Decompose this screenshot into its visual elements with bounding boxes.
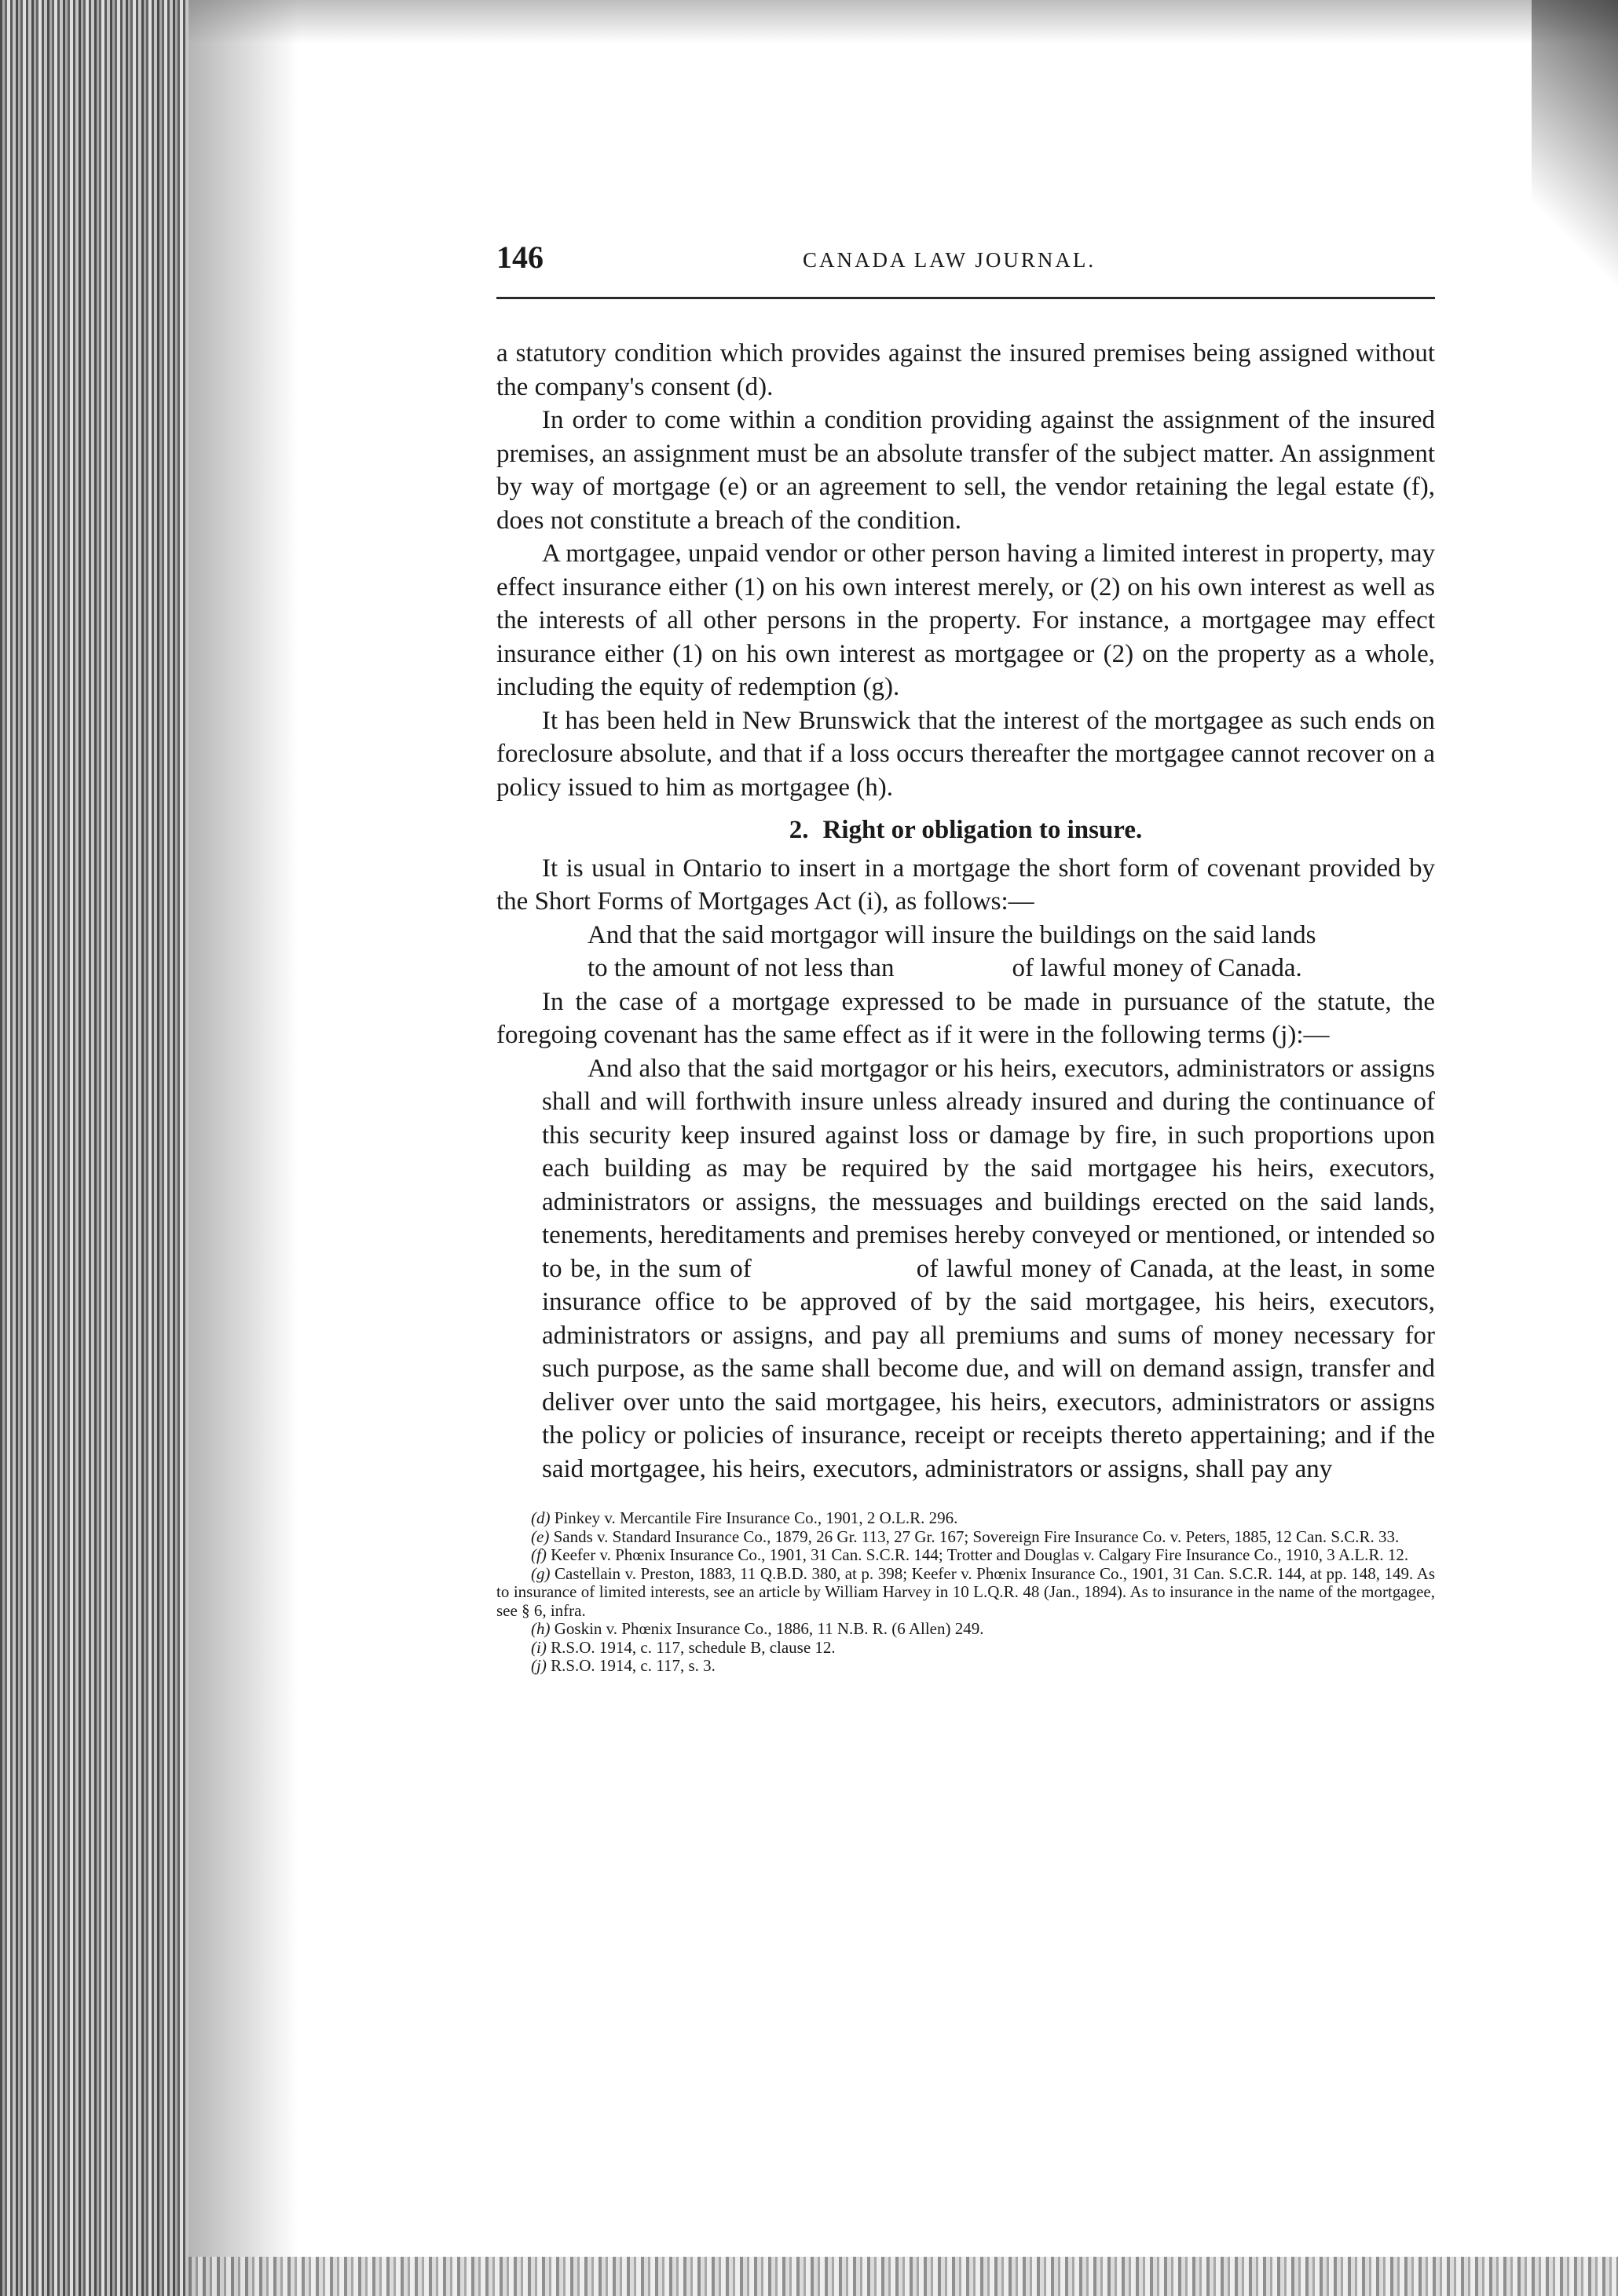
short-covenant-line-2 — [542, 952, 1435, 985]
footnote-label: (i) — [531, 1637, 547, 1657]
long-covenant-part-1: And also that the said mortgagor or his heirs, executors, administrators or assigns shall and will forthwith insure unless already insured and during the continuance of this security keep insured against loss or damage by fire, in such proportions upon each building as may be required by the said mortgagee his heirs, executors, administrators or assigns, the messuages and buildings erected on the said lands, tenements, hereditaments and premises hereby conveyed or mentioned, or intended so to be, in the sum of — [542, 1054, 1435, 1283]
scan-shadow — [189, 0, 298, 2296]
footnote — [496, 1528, 1435, 1547]
footnote-label: (e) — [531, 1526, 550, 1546]
short-covenant-line-1: And that the said mortgagor will insure the buildings on the said lands — [588, 920, 1316, 949]
section-heading — [496, 813, 1435, 847]
short-covenant — [542, 919, 1435, 985]
footnote-text: Goskin v. Phœnix Insurance Co., 1886, 11 N.B. R. (6 Allen) 249. — [554, 1619, 984, 1638]
running-head — [496, 232, 1435, 280]
journal-page — [496, 232, 1435, 1676]
paragraph-1: a statutory condition which provides against the insured premises being assigned without the company's consent (d). — [496, 339, 1435, 401]
paragraph-5: It is usual in Ontario to insert in a mortgage the short form of covenant provided by the Short Forms of Mortgages Act (i), as follows:— — [496, 854, 1435, 916]
footnote-label: (d) — [531, 1508, 551, 1527]
footnote-label: (f) — [531, 1545, 547, 1564]
section-title: Right or obligation to insure. — [822, 816, 1143, 844]
footnote — [496, 1620, 1435, 1639]
scan-top-shadow — [189, 0, 1618, 43]
footnote-text: Castellain v. Preston, 1883, 11 Q.B.D. 380, at p. 398; Keefer v. Phœnix Insurance Co., 1901, 31 Can. S.C.R. 144, at pp. 148, 149. As to insurance of limited interests, see an article by William Harvey in 10 L.Q.R. 48 (Jan., 1894). As to insurance in the name of the mortgagee, see § 6, infra. — [496, 1563, 1436, 1620]
body-text — [496, 337, 1435, 1486]
section-number: 2. — [789, 816, 809, 844]
long-covenant — [542, 1052, 1435, 1486]
footnote — [496, 1509, 1435, 1528]
scan-bottom-edge — [189, 2257, 1618, 2296]
footnote-label: (j) — [531, 1656, 547, 1675]
footnote-text: Pinkey v. Mercantile Fire Insurance Co., 1901, 2 O.L.R. 296. — [554, 1508, 958, 1527]
paragraph-3: A mortgagee, unpaid vendor or other person having a limited interest in property, may effect insurance either (1) on his own interest merely, or (2) on his own interest as well as the interests of all other persons in the property. For instance, a mortgagee may effect insurance either (1) on his own interest as mortgagee or (2) on the property as a whole, including the equity of redemption (g). — [496, 539, 1435, 701]
header-rule — [496, 297, 1435, 299]
short-covenant-amount-text: to the amount of not less than — [588, 954, 895, 982]
page-number: 146 — [496, 239, 544, 275]
footnote — [496, 1546, 1435, 1565]
long-covenant-part-2: of lawful money of Canada, at the least, in some insurance office to be approved of by the said mortgagee, his heirs, executors, administrators or assigns, and pay all premiums and sums of money necessary for such purpose, as the same shall become due, and will on demand assign, transfer and deliver over unto the said mortgagee, his heirs, executors, administrators or assigns the policy or policies of insurance, receipt or receipts thereto appertaining; and if the said mortgagee, his heirs, executors, administrators or assigns, shall pay any — [542, 1254, 1435, 1483]
footnote — [496, 1639, 1435, 1658]
short-covenant-currency-text: of lawful money of Canada. — [1012, 954, 1302, 982]
journal-title: CANADA LAW JOURNAL. — [803, 248, 1096, 272]
footnote — [496, 1657, 1435, 1676]
scan-binding-edge — [0, 0, 189, 2296]
footnote-text: Sands v. Standard Insurance Co., 1879, 26 Gr. 113, 27 Gr. 167; Sovereign Fire Insurance Co. v. Peters, 1885, 12 Can. S.C.R. 33. — [553, 1526, 1400, 1546]
footnote-text: R.S.O. 1914, c. 117, schedule B, clause 12. — [551, 1637, 836, 1657]
footnote-label: (h) — [531, 1619, 551, 1638]
footnote-label: (g) — [531, 1563, 551, 1583]
footnotes — [496, 1509, 1435, 1676]
paragraph-4: It has been held in New Brunswick that the interest of the mortgagee as such ends on foreclosure absolute, and that if a loss occurs thereafter the mortgagee cannot recover on a policy issued to him as mortgagee (h). — [496, 706, 1435, 802]
footnote-text: R.S.O. 1914, c. 117, s. 3. — [551, 1656, 716, 1675]
paragraph-2: In order to come within a condition providing against the assignment of the insured premises, an assignment must be an absolute transfer of the subject matter. An assignment by way of mortgage (e) or an agreement to sell, the vendor retaining the legal estate (f), does not constitute a breach of the condition. — [496, 406, 1435, 535]
paragraph-6: In the case of a mortgage expressed to be made in pursuance of the statute, the foregoing covenant has the same effect as if it were in the following terms (j):— — [496, 987, 1435, 1049]
footnote — [496, 1565, 1435, 1621]
footnote-text: Keefer v. Phœnix Insurance Co., 1901, 31 Can. S.C.R. 144; Trotter and Douglas v. Calgary Fire Insurance Co., 1910, 3 A.L.R. 12. — [551, 1545, 1409, 1564]
scan-corner-shadow — [1532, 0, 1618, 298]
